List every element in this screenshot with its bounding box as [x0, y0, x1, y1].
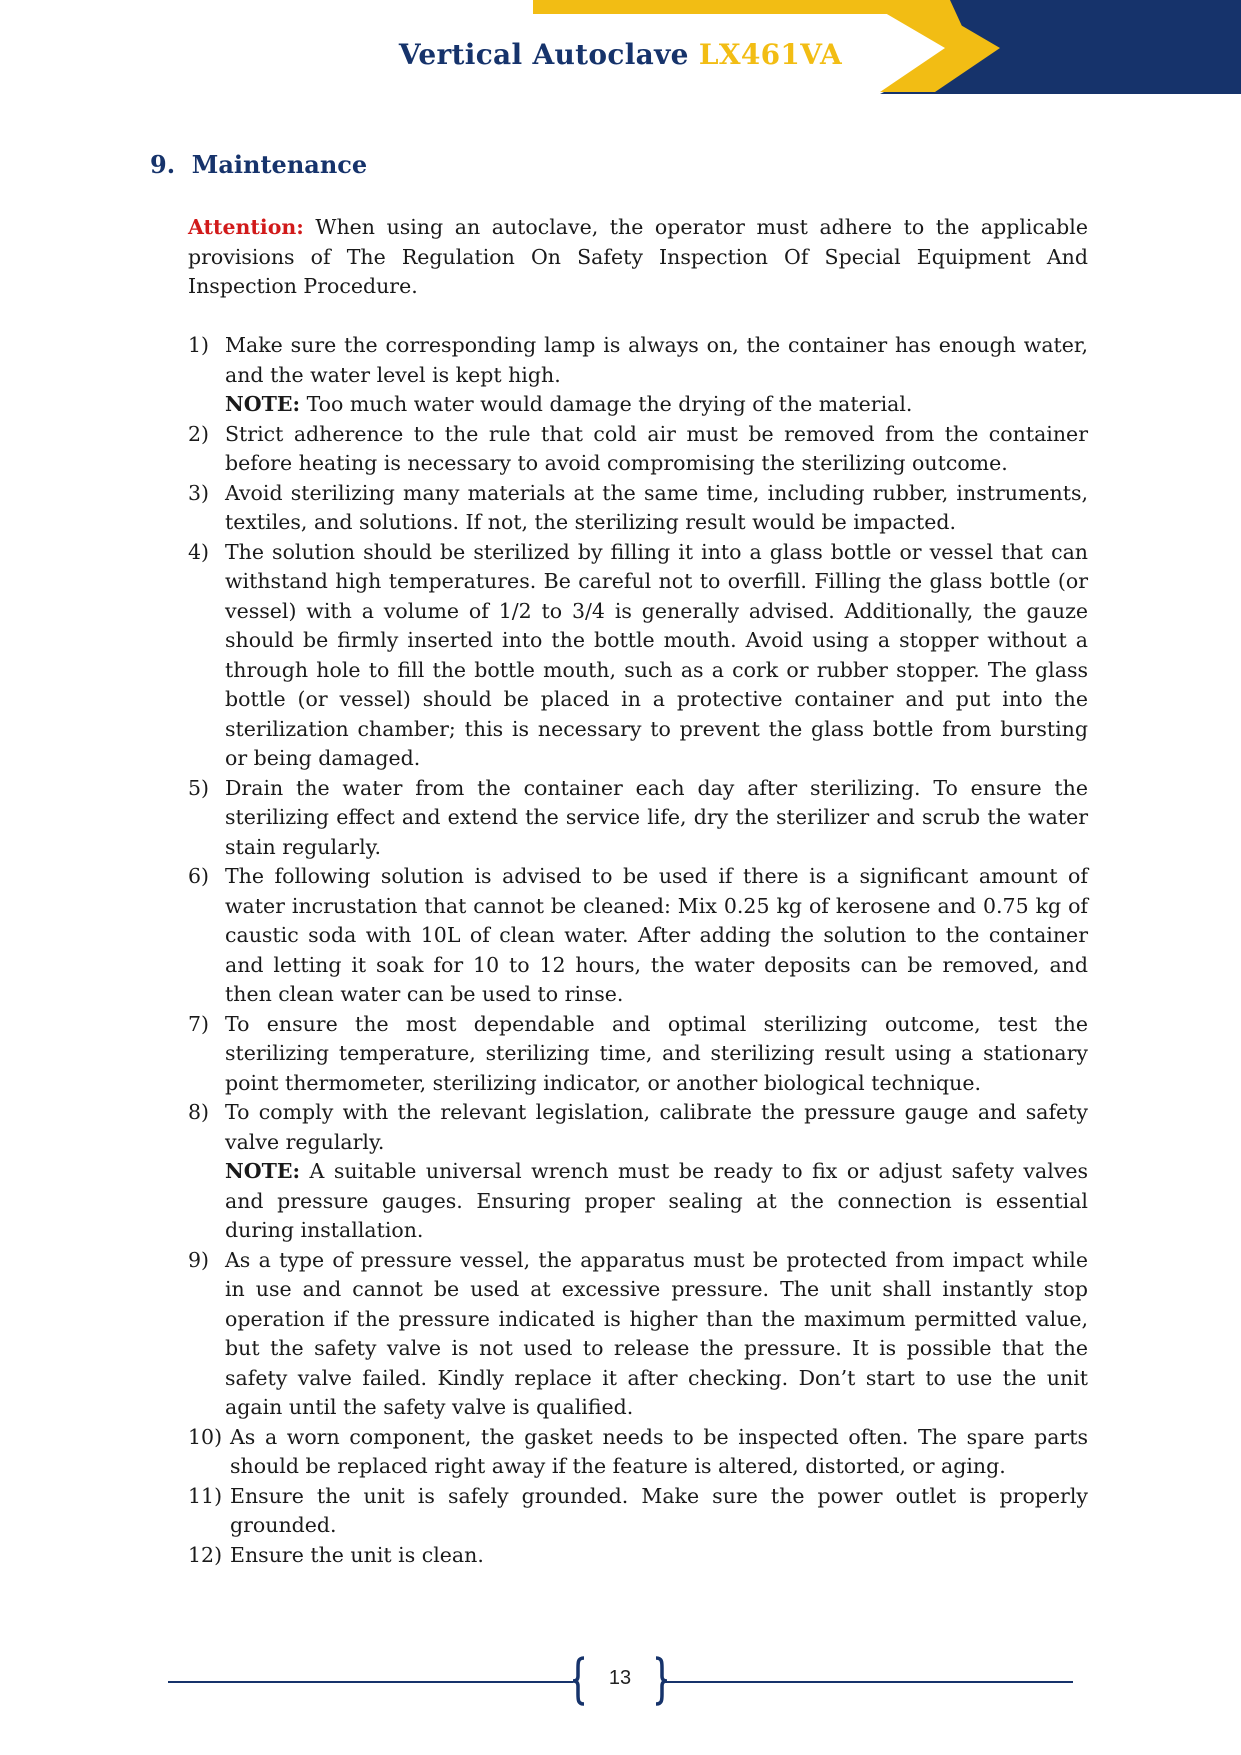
document-header-title: [0, 38, 1241, 71]
list-item-text: To comply with the relevant legislation, calibrate the pressure gauge and safety valve regularly.: [225, 1100, 1088, 1154]
footer-rule-left: [168, 1681, 573, 1683]
list-item-text: Ensure the unit is safely grounded. Make sure the power outlet is properly grounded.: [230, 1483, 1088, 1537]
section-number: 9.: [150, 150, 176, 179]
list-item-number: 12): [188, 1542, 223, 1567]
list-item-text: Avoid sterilizing many materials at the same time, including rubber, instruments, textiles, and solutions. If not, the sterilizing result would be impacted.: [225, 480, 1088, 534]
header-brand: Vertical Autoclave: [398, 38, 689, 71]
list-item: [188, 538, 1088, 774]
list-item: [188, 1098, 1088, 1246]
maintenance-list: [188, 331, 1088, 1570]
list-item-text: Drain the water from the container each day after sterilizing. To ensure the sterilizing effect and extend the service life, dry the sterilizer and scrub the water stain regularly.: [225, 775, 1088, 859]
page-number: 13: [608, 1667, 632, 1689]
list-item-number: 5): [188, 775, 210, 800]
section-title: Maintenance: [191, 150, 368, 179]
list-item: [188, 774, 1088, 863]
note-text: Too much water would damage the drying of the material.: [306, 392, 913, 416]
list-item-text: The solution should be sterilized by filling it into a glass bottle or vessel that can withstand high temperatures. Be careful not to overfill. Filling the glass bottle (or vessel) with a volume of 1/2 to 3/4 is generally advised. Additionally, the gauze should be firmly inserted into the bottle mouth. Avoid using a stopper without a through hole to fill the bottle mouth, such as a cork or rubber stopper. The glass bottle (or vessel) should be placed in a protective container and put into the sterilization chamber; this is necessary to prevent the glass bottle from bursting or being damaged.: [225, 539, 1088, 770]
list-item: [188, 479, 1088, 538]
note-label: NOTE:: [225, 1159, 301, 1183]
note-line: [225, 390, 1088, 420]
footer-rule-right: [663, 1681, 1073, 1683]
attention-paragraph: [188, 213, 1088, 302]
list-item: [188, 1246, 1088, 1423]
footer-left-bracket-icon: [572, 1656, 586, 1706]
list-item-number: 8): [188, 1100, 210, 1124]
header-model: LX461VA: [698, 38, 843, 71]
note-label: NOTE:: [225, 392, 301, 416]
note-line: [225, 1157, 1088, 1246]
list-item-text: To ensure the most dependable and optimal sterilizing outcome, test the sterilizing temperature, sterilizing time, and sterilizing result using a stationary point thermometer, sterilizing indicator, or another biological technique.: [225, 1011, 1088, 1095]
list-item-number: 9): [188, 1247, 210, 1272]
list-item-text: The following solution is advised to be used if there is a significant amount of water incrustation that cannot be cleaned: Mix 0.25 kg of kerosene and 0.75 kg of caustic soda with 10L of clean water. After adding the solution to the container and letting it soak for 10 to 12 hours, the water deposits can be removed, and then clean water can be used to rinse.: [225, 864, 1088, 1006]
list-item-text: As a worn component, the gasket needs to be inspected often. The spare parts should be replaced right away if the feature is altered, distorted, or aging.: [230, 1424, 1088, 1478]
list-item: [188, 1423, 1088, 1482]
list-item-number: 3): [188, 480, 210, 505]
list-item: [188, 862, 1088, 1010]
list-item-text: Make sure the corresponding lamp is always on, the container has enough water, and the water level is kept high.: [225, 333, 1088, 387]
list-item-text: Strict adherence to the rule that cold air must be removed from the container before heating is necessary to avoid compromising the sterilizing outcome.: [225, 421, 1088, 475]
list-item-number: 6): [188, 864, 210, 888]
list-item-text: Ensure the unit is clean.: [230, 1542, 484, 1567]
list-item-text: As a type of pressure vessel, the apparatus must be protected from impact while in use and cannot be used at excessive pressure. The unit shall instantly stop operation if the pressure indicated is higher than the maximum permitted value, but the safety valve is not used to release the pressure. It is possible that the safety valve failed. Kindly replace it after checking. Don’t start to use the unit again until the safety valve is qualified.: [225, 1247, 1088, 1419]
list-item-number: 2): [188, 421, 210, 446]
section-heading: [150, 150, 367, 179]
list-item: [188, 331, 1088, 420]
list-item-number: 7): [188, 1011, 210, 1036]
list-item-number: 1): [188, 333, 210, 357]
list-item: [188, 420, 1088, 479]
list-item-number: 10): [188, 1424, 223, 1449]
list-item-number: 4): [188, 539, 210, 564]
list-item-number: 11): [188, 1483, 223, 1508]
attention-label: Attention:: [188, 215, 304, 239]
attention-text: When using an autoclave, the operator must adhere to the applicable provisions of The Regulation On Safety Inspection Of Special Equipment And Inspection Procedure.: [188, 215, 1088, 298]
list-item: [188, 1010, 1088, 1099]
note-text: A suitable universal wrench must be ready to fix or adjust safety valves and pressure gauges. Ensuring proper sealing at the connection is essential during installation.: [225, 1159, 1088, 1242]
list-item: [188, 1541, 1088, 1571]
list-item: [188, 1482, 1088, 1541]
